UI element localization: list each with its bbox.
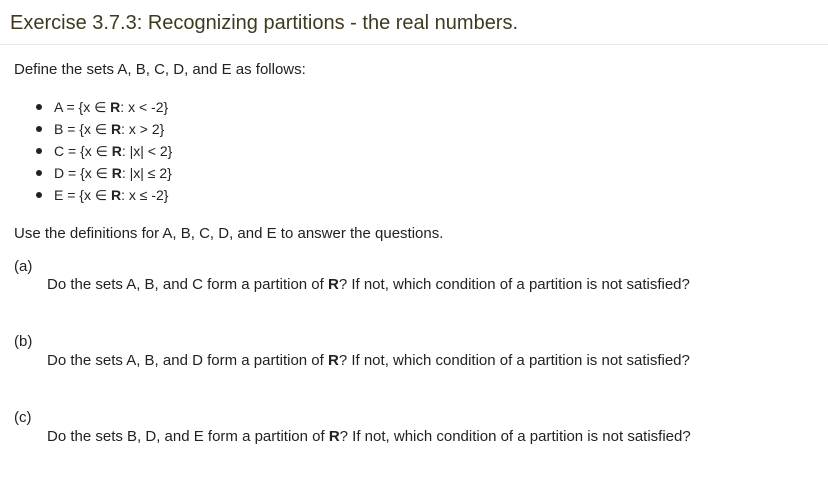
title-divider bbox=[0, 44, 828, 45]
set-definition-b: B = {x ∈ R: x > 2} bbox=[36, 118, 172, 140]
bullet-icon bbox=[36, 148, 42, 154]
set-definition-c: C = {x ∈ R: |x| < 2} bbox=[36, 140, 172, 162]
set-definition-e: E = {x ∈ R: x ≤ -2} bbox=[36, 184, 172, 206]
part-b-question: Do the sets A, B, and D form a partition of R? If not, which condition of a partition is not satisfied? bbox=[47, 352, 690, 369]
bullet-icon bbox=[36, 170, 42, 176]
part-c-question: Do the sets B, D, and E form a partition of R? If not, which condition of a partition is not satisfied? bbox=[47, 428, 691, 445]
instructions-text: Use the definitions for A, B, C, D, and E to answer the questions. bbox=[14, 225, 444, 242]
part-a-question: Do the sets A, B, and C form a partition of R? If not, which condition of a partition is not satisfied? bbox=[47, 276, 690, 293]
set-definition-d: D = {x ∈ R: |x| ≤ 2} bbox=[36, 162, 172, 184]
bullet-icon bbox=[36, 126, 42, 132]
part-b-label: (b) bbox=[14, 333, 33, 350]
bullet-icon bbox=[36, 104, 42, 110]
set-definition-a: A = {x ∈ R: x < -2} bbox=[36, 96, 172, 118]
set-definitions-list bbox=[36, 96, 172, 206]
bullet-icon bbox=[36, 192, 42, 198]
intro-text: Define the sets A, B, C, D, and E as follows: bbox=[14, 61, 306, 78]
part-c-label: (c) bbox=[14, 409, 32, 426]
exercise-title: Exercise 3.7.3: Recognizing partitions - the real numbers. bbox=[10, 12, 519, 34]
part-a-label: (a) bbox=[14, 258, 33, 275]
